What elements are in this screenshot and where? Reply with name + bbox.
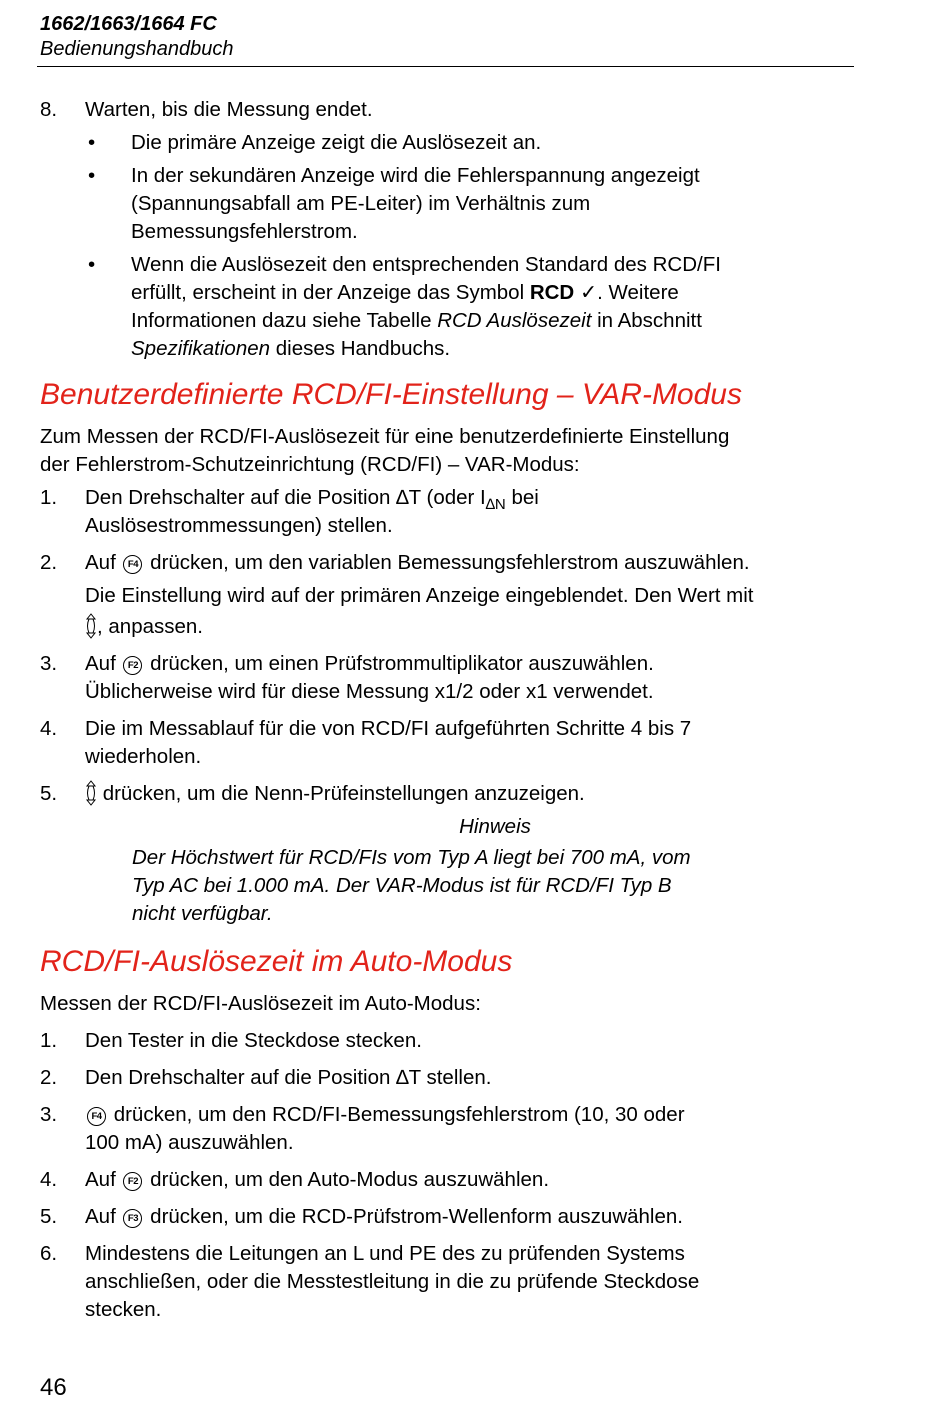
text-run: dieses Handbuchs. (270, 337, 451, 360)
running-header (40, 12, 855, 62)
text-line: Typ AC bei 1.000 mA. Der VAR-Modus ist für RCD/FI Typ B (132, 874, 672, 897)
text-run: Auf (85, 1168, 122, 1191)
table-reference: RCD Auslösezeit (437, 309, 592, 332)
list-item (40, 1166, 850, 1194)
text-run: Auf (85, 1205, 122, 1228)
list-item (40, 1240, 850, 1324)
text-run: drücken, um die Nenn-Prüfeinstellungen anzuzeigen. (97, 782, 585, 805)
bullet-icon: • (88, 164, 96, 187)
f4-key-icon: F4 (123, 555, 142, 574)
text-line: Zum Messen der RCD/FI-Auslösezeit für eine benutzerdefinierte Einstellung (40, 425, 730, 448)
text-run: drücken, um die RCD-Prüfstrom-Wellenform auszuwählen. (144, 1205, 683, 1228)
note-body (40, 844, 850, 928)
list-item (40, 96, 850, 124)
bullet-text: In der sekundären Anzeige wird die Fehlerspannung angezeigt (131, 164, 700, 187)
text-run: T stellen. (408, 1066, 492, 1089)
bullet-item (40, 251, 850, 363)
check-mark-icon: ✓ (579, 281, 598, 304)
text-line: nicht verfügbar. (132, 902, 273, 925)
list-item (40, 549, 850, 641)
text-run: T (oder I (408, 486, 486, 509)
list-item (40, 1027, 850, 1055)
text-line (85, 1101, 850, 1129)
f2-key-icon: F2 (123, 656, 142, 675)
list-number: 5. (40, 1205, 58, 1228)
list-number: 4. (40, 1168, 58, 1191)
section-intro (40, 423, 850, 479)
list-number: 6. (40, 1242, 58, 1265)
section-intro: Messen der RCD/FI-Auslösezeit im Auto-Modus: (40, 992, 481, 1015)
delta-symbol: ∆ (396, 1066, 409, 1089)
section-heading: RCD/FI-Auslösezeit im Auto-Modus (40, 945, 513, 978)
text-line (85, 780, 850, 808)
section-reference: Spezifikationen (131, 337, 271, 360)
list-number: 3. (40, 1103, 58, 1126)
list-number: 8. (40, 98, 58, 121)
text-line (85, 1064, 850, 1092)
list-number: 2. (40, 1066, 58, 1089)
list-item (40, 650, 850, 706)
text-line: 100 mA) auszuwählen. (85, 1131, 294, 1154)
text-run: in Abschnitt (591, 309, 702, 332)
bullet-icon: • (88, 253, 96, 276)
list-item (40, 1101, 850, 1157)
list-item (40, 780, 850, 808)
text-line (85, 1166, 850, 1194)
up-down-arrow-keys-icon (85, 613, 97, 639)
list-number: 1. (40, 1029, 58, 1052)
bullet-text-line (131, 307, 850, 335)
text-line (85, 484, 850, 512)
f4-key-icon: F4 (87, 1107, 106, 1126)
f3-key-icon: F3 (123, 1209, 142, 1228)
bullet-item (40, 129, 850, 157)
text-run: drücken, um den RCD/FI-Bemessungsfehlerstrom (10, 30 oder (108, 1103, 685, 1126)
note-title: Hinweis (459, 815, 531, 838)
text-line: Auslösestrommessungen) stellen. (85, 514, 393, 537)
text-run: Auf (85, 551, 122, 574)
text-run: Auf (85, 652, 122, 675)
text-run: Den Drehschalter auf die Position (85, 486, 397, 509)
text-run: . Weitere (597, 281, 679, 304)
text-line (85, 1203, 850, 1231)
text-line: der Fehlerstrom-Schutzeinrichtung (RCD/FI) – VAR-Modus: (40, 453, 580, 476)
subscript: ∆N (485, 496, 506, 513)
rcd-symbol-label: RCD (529, 281, 575, 304)
up-down-arrow-keys-icon (85, 780, 97, 806)
text-line (85, 549, 850, 577)
list-item (40, 484, 850, 540)
text-run: , anpassen. (97, 615, 203, 638)
manual-title: Bedienungshandbuch (40, 38, 234, 60)
page-number: 46 (40, 1374, 67, 1401)
model-number: 1662/1663/1664 FC (40, 13, 217, 35)
text-line: Mindestens die Leitungen an L und PE des zu prüfenden Systems (85, 1242, 685, 1265)
text-run: Den Drehschalter auf die Position (85, 1066, 397, 1089)
text-run: bei (505, 486, 539, 509)
text-run: drücken, um den Auto-Modus auszuwählen. (144, 1168, 550, 1191)
text-line (85, 650, 850, 678)
text-line: Den Tester in die Steckdose stecken. (85, 1029, 422, 1052)
list-number: 5. (40, 782, 58, 805)
list-item (40, 1203, 850, 1231)
bullet-text-line (131, 335, 850, 363)
bullet-item (40, 162, 850, 246)
text-line: stecken. (85, 1298, 162, 1321)
bullet-text: Wenn die Auslösezeit den entsprechenden Standard des RCD/FI (131, 253, 721, 276)
text-run: drücken, um einen Prüfstrommultiplikator auszuwählen. (144, 652, 654, 675)
bullet-icon: • (88, 131, 96, 154)
text-line: Der Höchstwert für RCD/FIs vom Typ A liegt bei 700 mA, vom (132, 846, 691, 869)
list-item (40, 1064, 850, 1092)
text-run: drücken, um den variablen Bemessungsfehlerstrom auszuwählen. (144, 551, 750, 574)
list-item (40, 715, 850, 771)
bullet-text: (Spannungsabfall am PE-Leiter) im Verhältnis zum (131, 192, 591, 215)
text-line (85, 613, 850, 641)
list-text: Warten, bis die Messung endet. (85, 98, 373, 121)
list-number: 1. (40, 486, 58, 509)
text-line: Üblicherweise wird für diese Messung x1/2 oder x1 verwendet. (85, 680, 654, 703)
f2-key-icon: F2 (123, 1172, 142, 1191)
text-line: anschließen, oder die Messtestleitung in die zu prüfende Steckdose (85, 1270, 700, 1293)
page-body (40, 96, 850, 1324)
text-line: wiederholen. (85, 745, 202, 768)
section-heading: Benutzerdefinierte RCD/FI-Einstellung – VAR-Modus (40, 378, 742, 411)
header-divider (37, 66, 854, 67)
bullet-text: Die primäre Anzeige zeigt die Auslösezeit an. (131, 131, 542, 154)
text-line: Die im Messablauf für die von RCD/FI aufgeführten Schritte 4 bis 7 (85, 717, 692, 740)
list-number: 3. (40, 652, 58, 675)
text-run: Informationen dazu siehe Tabelle (131, 309, 438, 332)
bullet-text: Bemessungsfehlerstrom. (131, 220, 358, 243)
list-number: 4. (40, 717, 58, 740)
list-number: 2. (40, 551, 58, 574)
text-line: Die Einstellung wird auf der primären Anzeige eingeblendet. Den Wert mit (85, 584, 754, 607)
text-run: erfüllt, erscheint in der Anzeige das Symbol (131, 281, 530, 304)
bullet-text-line (131, 279, 850, 307)
delta-symbol: ∆ (396, 486, 409, 509)
